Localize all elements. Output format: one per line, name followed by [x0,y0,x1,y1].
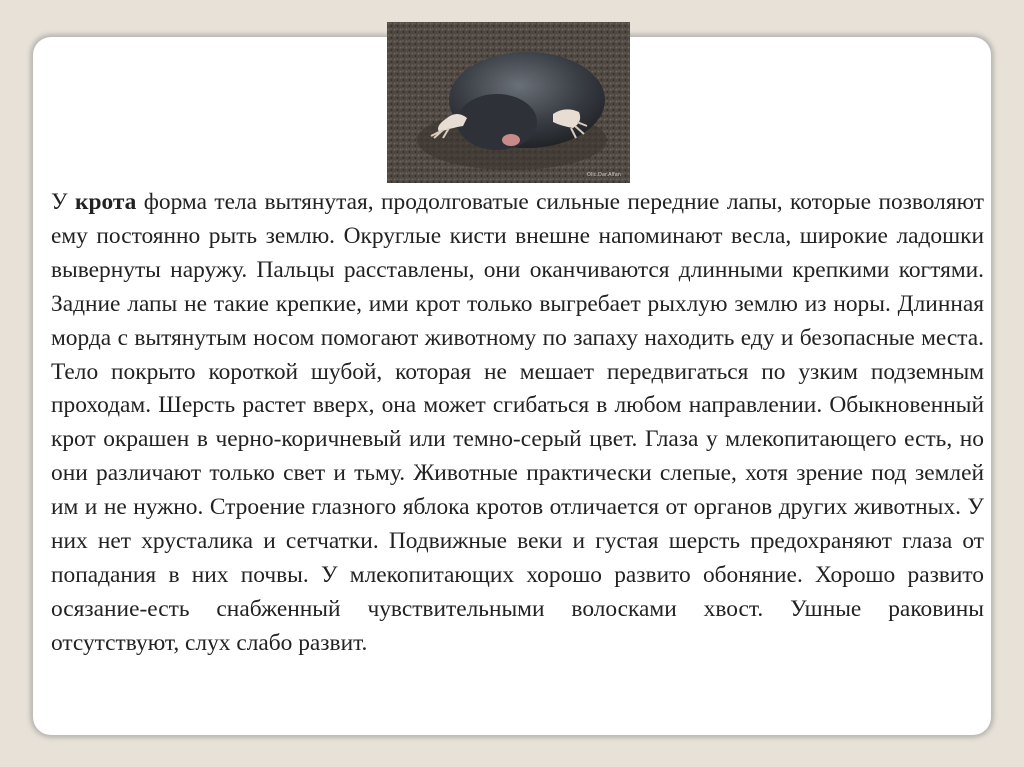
paragraph-lead: У [51,189,75,215]
highlight-word: крота [74,189,137,215]
mole-illustration [387,22,630,183]
body-paragraph [51,186,984,661]
mole-photo [387,22,630,183]
paragraph-rest: форма тела вытянутая, продолговатые сильные передние лапы, которые позволяют ему постоянно рыть землю. Округлые кисти внешне напоминают весла, широкие ладошки вывернуты наружу. Пальцы расставлены, они оканчиваются длинными крепкими когтями. Задние лапы не такие крепкие, ими крот только выгребает рыхлую землю из норы. Длинная морда с вытянутым носом помогают животному по запаху находить еду и безопасные места. Тело покрыто короткой шубой, которая не мешает передвигаться по узким подземным проходам. Шерсть растет вверх, она может сгибаться в любом направлении. Обыкновенный крот окрашен в черно-коричневый или темно-серый цвет. Глаза у млекопитающего есть, но они различают только свет и тьму. Животные практически слепые, хотя зрение под землей им и не нужно. Строение глазного яблока кротов отличается от органов других животных. У них нет хрусталика и сетчатки. Подвижные веки и густая шерсть предохраняют глаза от попадания в них почвы. У млекопитающих хорошо развито обоняние. Хорошо развито осязание-есть снабженный чувствительными волосками хвост. Ушные раковины отсутствуют, слух слабо развит. [51,189,984,656]
svg-text:Olic.Dar.Alfan: Olic.Dar.Alfan [587,172,621,178]
